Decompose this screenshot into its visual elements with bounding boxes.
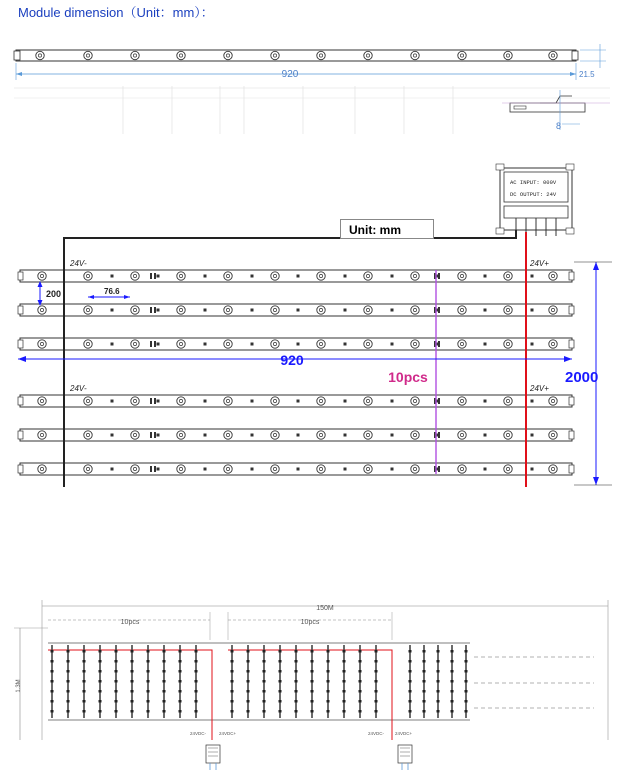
installation-strip [359,645,362,718]
installation-strip [231,645,234,718]
spacing-label: 200 [46,289,62,299]
group1-count-label: 10pcs [120,619,140,626]
module-side-label: 8 [556,121,562,131]
psu2-plus-label: 24VDC+ [395,731,413,736]
installation-strip [131,645,134,718]
psu2-minus-label: 24VDC- [368,731,385,736]
installation-strip [263,645,266,718]
installation-strip [147,645,150,718]
module-height-label: 21.5 [579,70,595,79]
power-supply-box [496,164,574,236]
installation-strip [437,645,440,718]
installation-strip [423,645,426,718]
led-strip-row [18,395,574,407]
spacing-dimension [38,281,43,306]
led-strip-row [18,429,574,441]
installation-strip [247,645,250,718]
negative-label-bottom: 24V- [70,384,87,393]
installation-strip [465,645,468,718]
led-strip-row [18,304,574,316]
installation-strip [295,645,298,718]
installation-strip [99,645,102,718]
positive-label-bottom: 24V+ [530,384,549,393]
led-strip-row [18,463,574,475]
group2-count-label: 10pcs [300,619,320,626]
psu1-plus-label: 24VDC+ [219,731,237,736]
wiring-layout-strips [18,270,574,475]
installation-strip [409,645,412,718]
installation-strip [343,645,346,718]
installation-strip [67,645,70,718]
installation-strip [375,645,378,718]
installation-strip [83,645,86,718]
psu-input-label: AC INPUT: 000V [510,179,557,186]
led-strip-row [18,270,574,282]
module-dimension-drawing [14,44,610,134]
unit-label-box: Unit: mm [340,219,434,239]
installation-height-label: 1.3M [16,679,22,693]
layout-height-label: 2000 [565,369,599,386]
negative-label-top: 24V- [70,259,87,268]
strip-length-label: 920 [280,352,304,368]
installation-strip [163,645,166,718]
installation-strip [115,645,118,718]
module-length-label: 920 [281,69,299,80]
positive-label-top: 24V+ [530,259,549,268]
total-length-label: 150M [316,605,334,612]
installation-strip [451,645,454,718]
installation-strips [51,645,468,718]
installation-strip [279,645,282,718]
led-strip-row [18,338,574,350]
installation-strip [327,645,330,718]
installation-strip [51,645,54,718]
installation-strip [311,645,314,718]
pitch-label: 76.6 [104,287,120,296]
strip-count-label: 10pcs [388,369,428,385]
psu1-minus-label: 24VDC- [190,731,207,736]
installation-strip [179,645,182,718]
installation-strip [195,645,198,718]
module-dimension-heading: Module dimension（Unit：mm）： [18,5,214,20]
psu-output-label: DC OUTPUT: 24V [510,191,557,198]
